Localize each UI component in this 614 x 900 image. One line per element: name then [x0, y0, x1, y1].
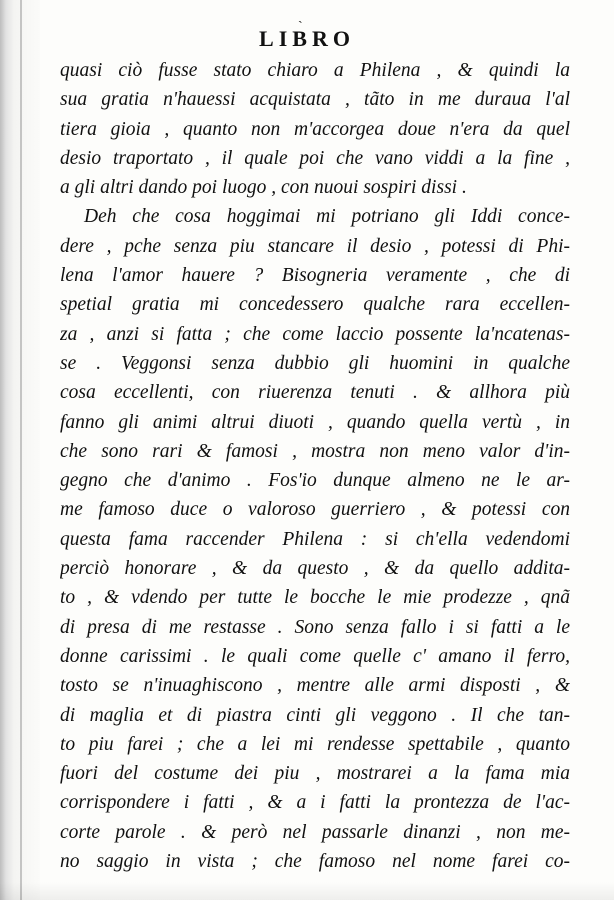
- text-line-9: spetial gratia mi concedessero qualche rara eccellen-: [60, 294, 570, 316]
- text-line-17: questa fama raccender Philena : si ch'ella vedendomi: [60, 528, 570, 550]
- text-line-26: corrispondere i fatti , & a i fatti la prontezza de l'ac-: [60, 792, 570, 814]
- text-line-22: tosto se n'inuaghiscono , mentre alle armi disposti , &: [60, 675, 570, 697]
- text-line-27: corte parole . & però nel passarle dinanzi , non me-: [60, 821, 570, 843]
- text-line-11: se . Veggonsi senza dubbio gli huomini in qualche: [60, 352, 570, 374]
- text-line-5: a gli altri dando poi luogo , con nuoui sospiri dissi .: [60, 177, 467, 199]
- text-line-16: me famoso duce o valoroso guerriero , & potessi con: [60, 499, 570, 521]
- text-line-2: sua gratia n'hauessi acquistata , tãto in me duraua l'al: [60, 89, 570, 111]
- text-line-25: fuori del costume dei piu , mostrarei a la fama mia: [60, 763, 570, 785]
- binding-gutter: [20, 0, 22, 900]
- text-line-3: tiera gioia , quanto non m'accorgea doue n'era da quel: [60, 118, 570, 140]
- text-line-8: lena l'amor hauere ? Bisogneria veramente , che di: [60, 265, 570, 287]
- running-head: LIBRO: [259, 26, 355, 51]
- page-bottom-shadow: [0, 882, 614, 900]
- body-text: [60, 56, 570, 876]
- text-line-28: no saggio in vista ; che famoso nel nome farei co-: [60, 851, 570, 873]
- text-line-1: quasi ciò fusse stato chiaro a Philena , & quindi la: [60, 60, 570, 81]
- text-line-20: di presa di me restasse . Sono senza fallo i si fatti a le: [60, 616, 570, 638]
- text-line-18: perciò honorare , & da questo , & da quello addita-: [60, 558, 570, 580]
- text-line-24: to piu farei ; che a lei mi rendesse spettabile , quanto: [60, 733, 570, 755]
- text-line-23: di maglia et di piastra cinti gli veggono . Il che tan-: [60, 704, 570, 726]
- top-mark: ˎ: [298, 8, 303, 24]
- text-line-4: desio traportato , il quale poi che vano viddi a la fine ,: [60, 147, 570, 169]
- text-line-10: za , anzi si fatta ; che come laccio possente la'ncatenas-: [60, 323, 570, 345]
- text-line-13: fanno gli animi altrui diuoti , quando quella vertù , in: [60, 411, 570, 433]
- text-line-21: donne carissimi . le quali come quelle c' amano il ferro,: [60, 645, 570, 667]
- text-line-14: che sono rari & famosi , mostra non meno valor d'in-: [60, 440, 570, 462]
- text-line-7: dere , pche senza piu stancare il desio , potessi di Phi-: [60, 235, 570, 257]
- text-line-15: gegno che d'animo . Fos'io dunque almeno ne le ar-: [60, 470, 570, 492]
- text-line-12: cosa eccellenti, con riuerenza tenuti . & allhora più: [60, 382, 570, 404]
- text-line-19: to , & vdendo per tutte le bocche le mie prodezze , qnã: [60, 587, 570, 609]
- text-line-6: Deh che cosa hoggimai mi potriano gli Iddi conce-: [84, 206, 570, 228]
